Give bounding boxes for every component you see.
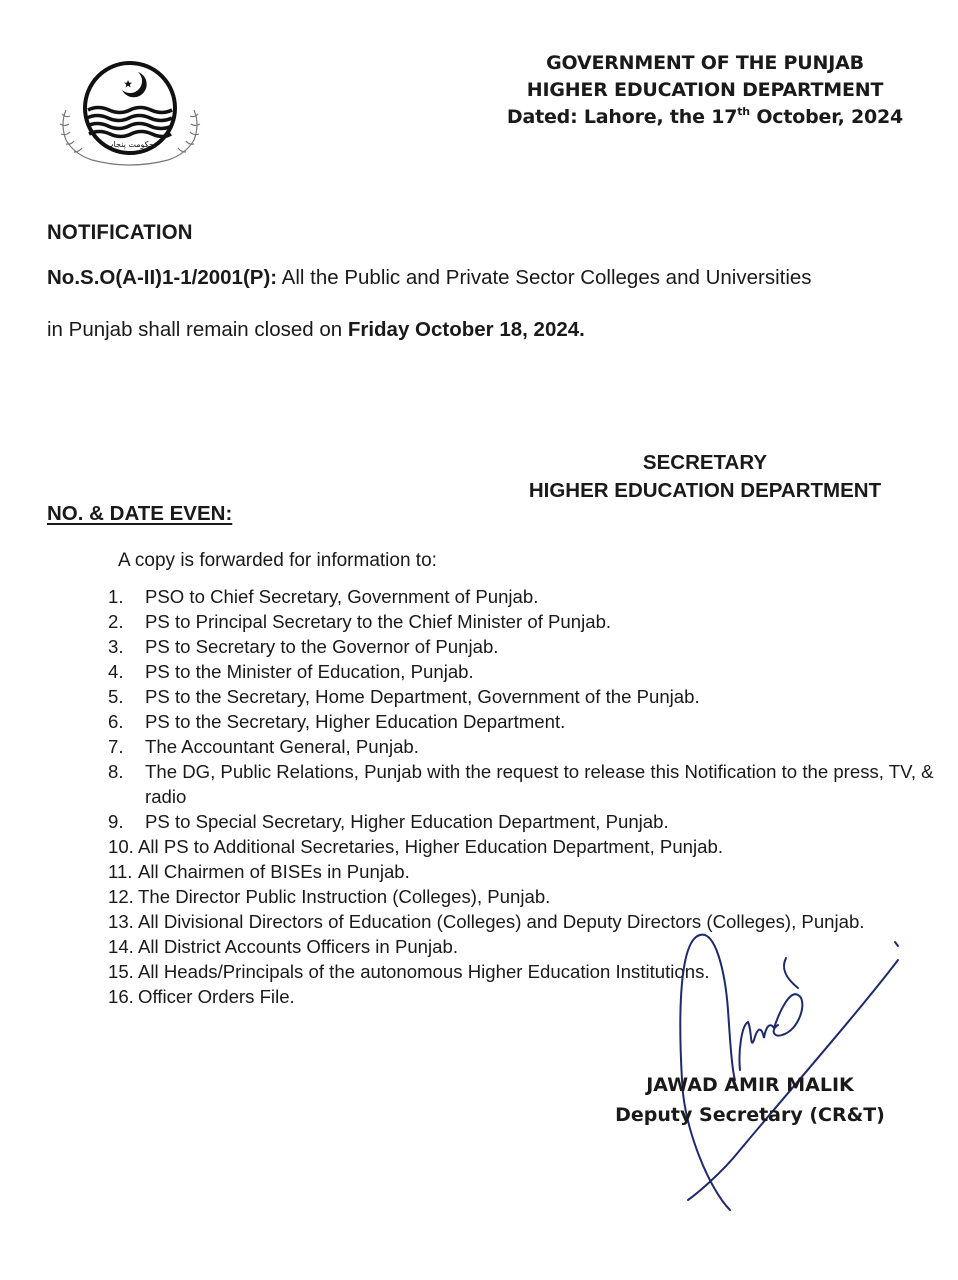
recipient-number: 9.: [108, 811, 124, 832]
recipient-item: [108, 709, 948, 734]
recipient-text: All Divisional Directors of Education (Colleges) and Deputy Directors (Colleges), Punjab.: [138, 911, 865, 932]
signatory-designation: Deputy Secretary (CR&T): [615, 1104, 885, 1126]
date-prefix: Dated: Lahore, the 17: [506, 106, 738, 128]
recipient-number: 13.: [108, 911, 134, 932]
recipient-text: All District Accounts Officers in Punjab.: [138, 936, 459, 957]
recipient-text: PS to the Secretary, Home Department, Government of the Punjab.: [145, 686, 700, 707]
recipient-text: PS to Secretary to the Governor of Punjab.: [145, 636, 499, 657]
recipient-item: [108, 884, 948, 909]
header-government: GOVERNMENT OF THE PUNJAB: [546, 52, 864, 74]
emblem-inscription: حکومت پنجاب: [106, 140, 154, 149]
header-department: HIGHER EDUCATION DEPARTMENT: [526, 79, 884, 101]
recipient-item: [108, 609, 948, 634]
recipient-item: [108, 659, 948, 684]
recipient-number: 8.: [108, 761, 124, 782]
recipient-item: [108, 734, 948, 759]
punjab-government-emblem: [52, 52, 208, 170]
recipient-text: The Director Public Instruction (Colleges), Punjab.: [138, 886, 551, 907]
recipient-text: The Accountant General, Punjab.: [145, 736, 419, 757]
signatory-name: JAWAD AMIR MALIK: [646, 1074, 854, 1096]
notification-body-line2: [47, 318, 585, 342]
recipient-number: 10.: [108, 836, 134, 857]
recipient-item: [108, 859, 948, 884]
notification-title: NOTIFICATION: [47, 221, 193, 244]
recipient-number: 7.: [108, 736, 124, 757]
recipient-item: [108, 684, 948, 709]
recipient-number: 3.: [108, 636, 124, 657]
header-date: [470, 104, 940, 131]
issuer-title: SECRETARY: [642, 451, 768, 474]
endorsement-intro: A copy is forwarded for information to:: [118, 550, 437, 571]
recipient-text: The DG, Public Relations, Punjab with the request to release this Notification to the press, TV, & radio: [145, 761, 934, 807]
endorsement-heading: NO. & DATE EVEN:: [47, 502, 233, 525]
recipient-number: 6.: [108, 711, 124, 732]
recipient-text: PS to the Secretary, Higher Education Department.: [145, 711, 566, 732]
recipient-text: PS to Principal Secretary to the Chief Minister of Punjab.: [145, 611, 612, 632]
recipient-number: 5.: [108, 686, 124, 707]
recipient-number: 11.: [108, 861, 133, 882]
recipient-number: 14.: [108, 936, 134, 957]
issuer-block: [490, 449, 920, 505]
document-header: [470, 50, 940, 131]
recipient-number: 1.: [108, 586, 124, 607]
notification-text: All the Public and Private Sector Colleges and Universities: [277, 266, 812, 289]
date-rest: October, 2024: [749, 106, 904, 128]
recipient-text: All Heads/Principals of the autonomous Higher Education Institutions.: [138, 961, 710, 982]
notification-number: No.S.O(A-II)1-1/2001(P):: [47, 266, 278, 289]
notification-body-line1: [47, 266, 812, 290]
recipient-text: All PS to Additional Secretaries, Higher Education Department, Punjab.: [138, 836, 723, 857]
recipient-number: 12.: [108, 886, 134, 907]
recipient-number: 16.: [108, 986, 134, 1007]
notification-text-cont: in Punjab shall remain closed on: [47, 318, 348, 341]
recipient-item: [108, 759, 948, 809]
recipient-item: [108, 809, 948, 834]
recipient-number: 4.: [108, 661, 124, 682]
recipient-text: PS to Special Secretary, Higher Education Department, Punjab.: [145, 811, 669, 832]
recipient-number: 15.: [108, 961, 134, 982]
closure-date: Friday October 18, 2024.: [347, 318, 585, 341]
issuer-department: HIGHER EDUCATION DEPARTMENT: [528, 479, 882, 502]
recipient-text: PSO to Chief Secretary, Government of Punjab.: [145, 586, 539, 607]
recipient-text: PS to the Minister of Education, Punjab.: [145, 661, 474, 682]
recipient-text: Officer Orders File.: [138, 986, 295, 1007]
date-ordinal: th: [737, 105, 750, 118]
recipient-item: [108, 634, 948, 659]
recipient-text: All Chairmen of BISEs in Punjab.: [138, 861, 410, 882]
signatory-block: [600, 1070, 900, 1130]
recipient-item: [108, 584, 948, 609]
recipient-item: [108, 834, 948, 859]
recipient-number: 2.: [108, 611, 124, 632]
